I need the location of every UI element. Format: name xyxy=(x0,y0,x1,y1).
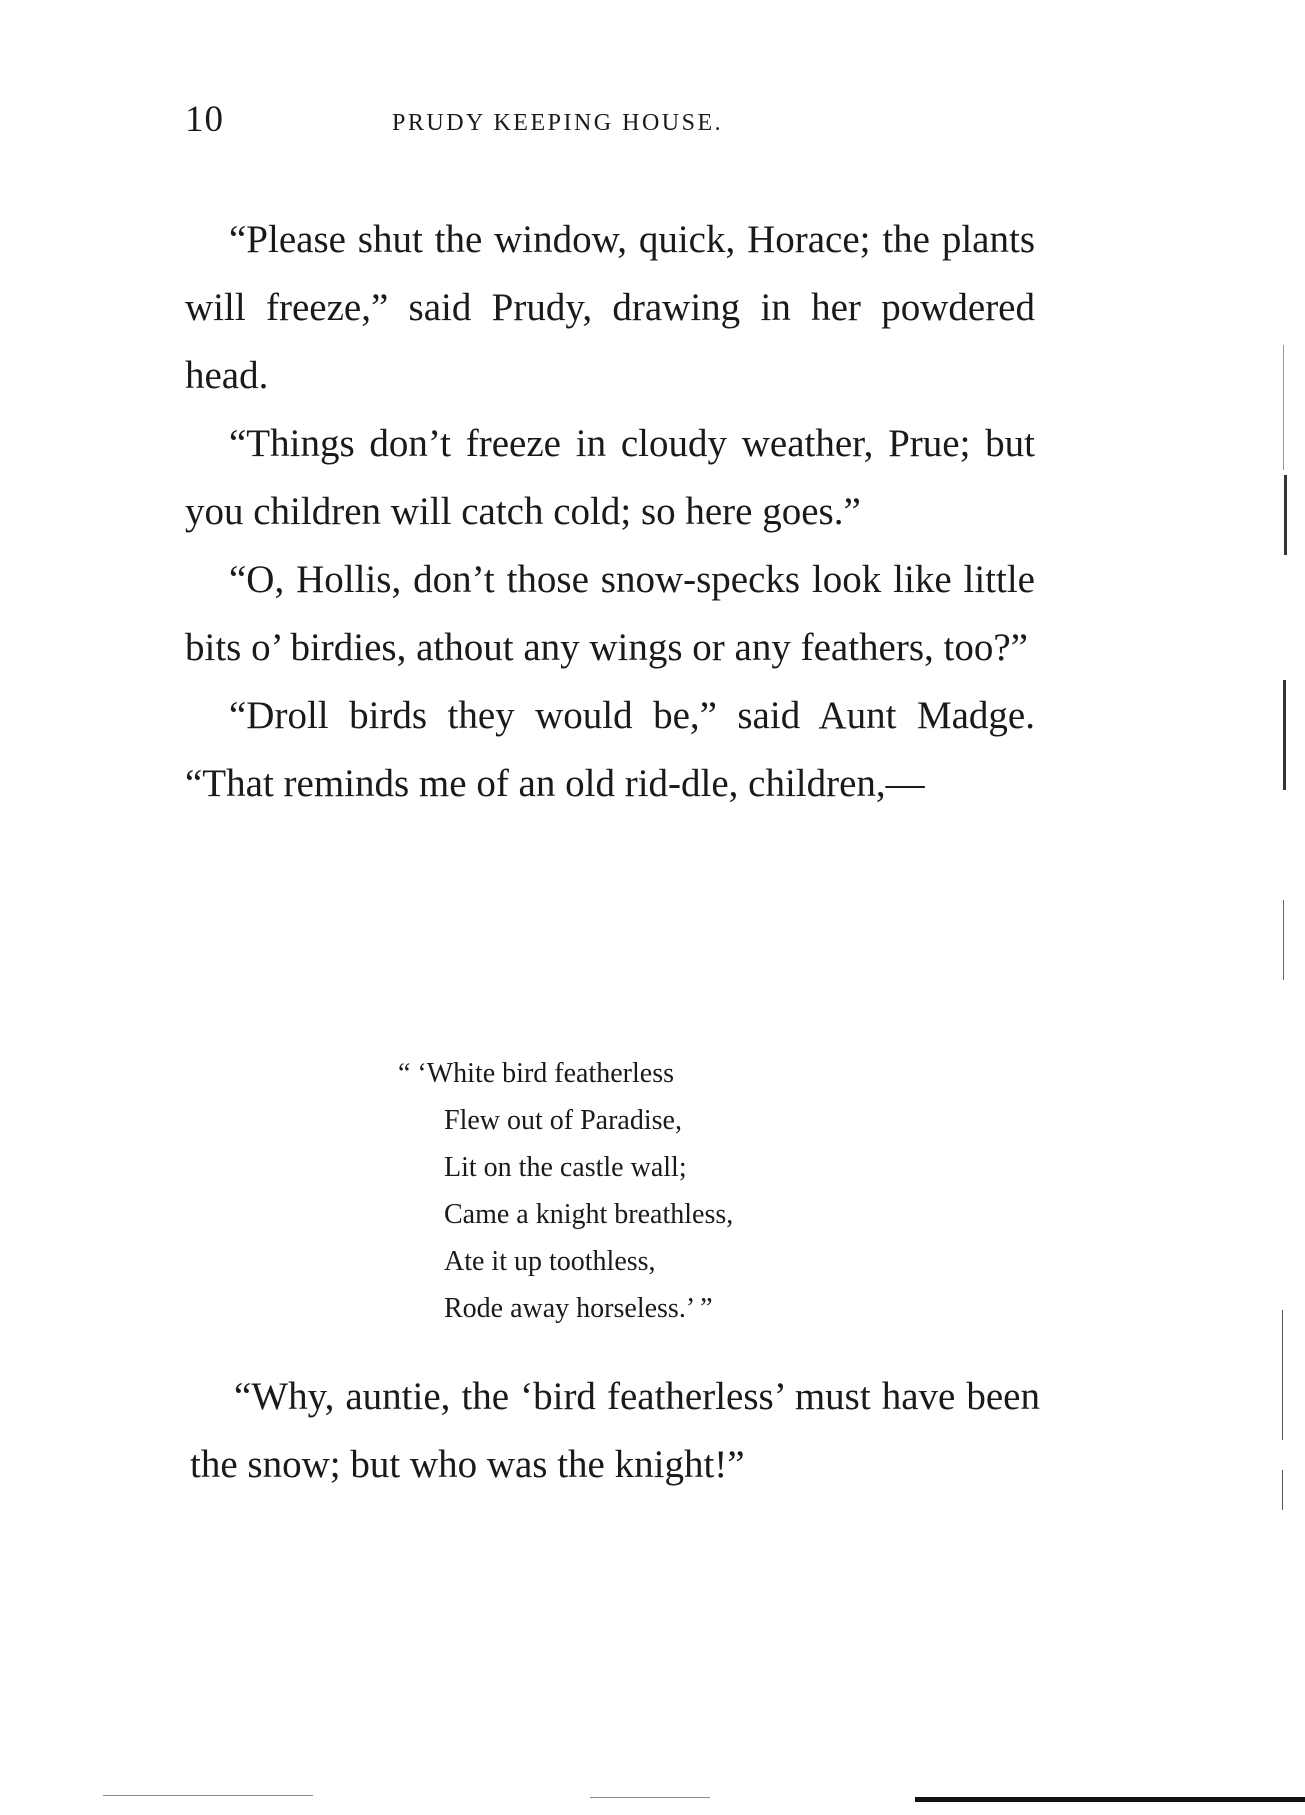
page-number: 10 xyxy=(185,99,224,140)
verse-line: Rode away horseless.’ ” xyxy=(444,1293,713,1324)
paragraph: “Droll birds they would be,” said Aunt Madge. “That reminds me of an old rid-dle, children,— xyxy=(185,694,1035,805)
scan-margin-mark xyxy=(1283,680,1286,790)
scan-edge-line xyxy=(915,1797,1305,1802)
scan-edge-line xyxy=(590,1797,710,1798)
verse-line: Came a knight breathless, xyxy=(444,1199,734,1230)
scan-margin-mark xyxy=(1283,345,1284,470)
paragraph: “O, Hollis, don’t those snow-specks look like little bits o’ birdies, athout any wings or any feathers, too?” xyxy=(185,558,1035,669)
scan-margin-mark xyxy=(1284,475,1287,555)
paragraph: “Please shut the window, quick, Horace; the plants will freeze,” said Prudy, drawing in her powdered head. xyxy=(185,218,1035,397)
scan-margin-mark xyxy=(1283,900,1284,980)
paragraph: “Things don’t freeze in cloudy weather, Prue; but you children will catch cold; so here goes.” xyxy=(185,422,1035,533)
scan-margin-mark xyxy=(1282,1470,1283,1510)
running-head xyxy=(185,98,1045,148)
scan-margin-mark xyxy=(1282,1310,1283,1440)
verse-line: Lit on the castle wall; xyxy=(444,1152,687,1183)
running-title: PRUDY KEEPING HOUSE. xyxy=(392,110,724,136)
riddle-verse xyxy=(398,1050,918,1332)
body-text-continued xyxy=(190,1363,1040,1499)
body-text xyxy=(185,206,1035,818)
paragraph: “Why, auntie, the ‘bird featherless’ must have been the snow; but who was the knight!” xyxy=(190,1375,1040,1486)
verse-line: Ate it up toothless, xyxy=(444,1246,656,1277)
verse-line: Flew out of Paradise, xyxy=(444,1105,682,1136)
scan-edge-line xyxy=(103,1795,313,1796)
verse-line: “ ‘White bird featherless xyxy=(398,1058,674,1089)
